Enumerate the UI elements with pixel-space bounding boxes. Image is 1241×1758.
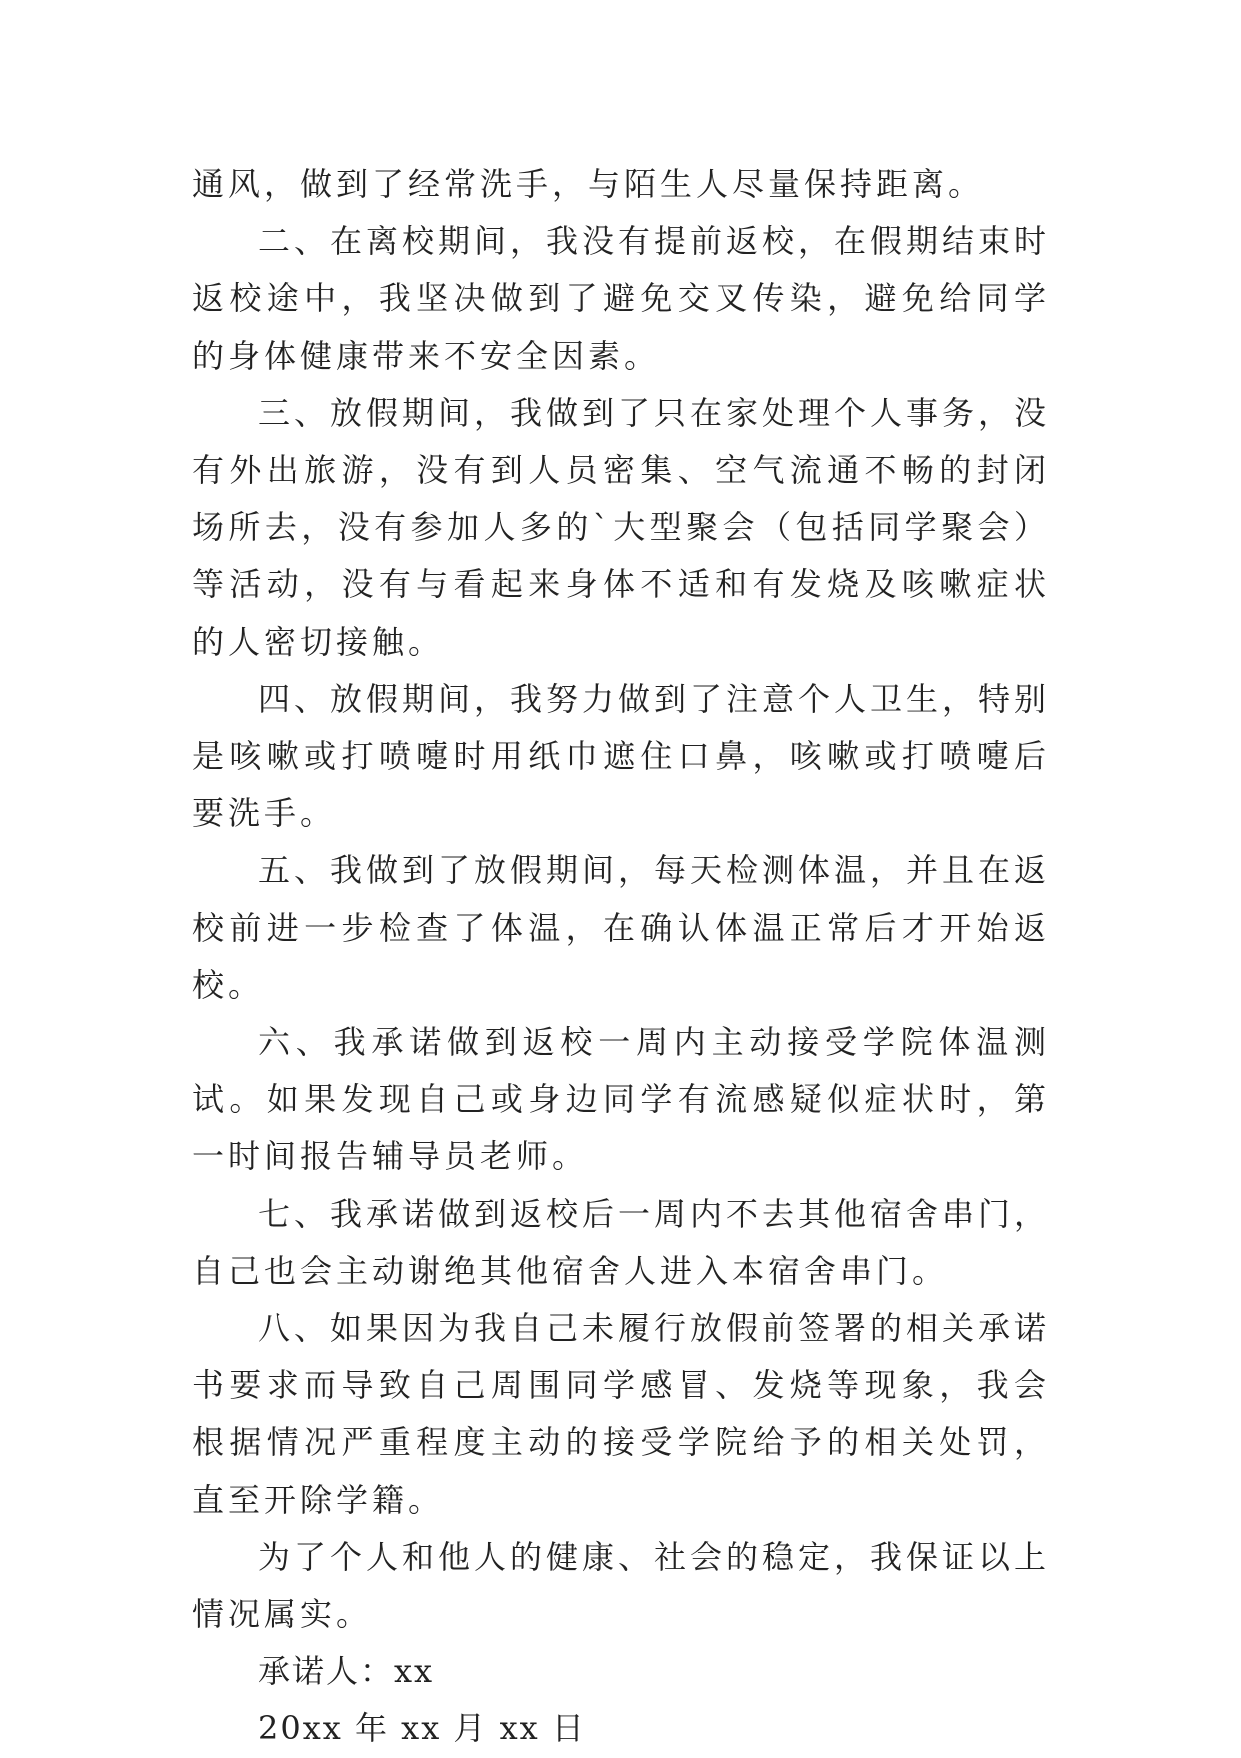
paragraph-item-8: 八、如果因为我自己未履行放假前签署的相关承诺书要求而导致自己周围同学感冒、发烧等现象，我会根据情况严重程度主动的接受学院给予的相关处罚，直至开除学籍。 <box>192 1309 1051 1519</box>
paragraph-item-6: 六、我承诺做到返校一周内主动接受学院体温测试。如果发现自己或身边同学有流感疑似症状时，第一时间报告辅导员老师。 <box>192 1023 1050 1176</box>
paragraph-continuation: 通风，做到了经常洗手，与陌生人尽量保持距离。 <box>192 165 985 203</box>
paragraph-item-2: 二、在离校期间，我没有提前返校，在假期结束时返校途中，我坚决做到了避免交叉传染，避免给同学的身体健康带来不安全因素。 <box>192 222 1051 375</box>
paragraph-item-5: 五、我做到了放假期间，每天检测体温，并且在返校前进一步检查了体温，在确认体温正常后才开始返校。 <box>192 851 1051 1004</box>
date-line: 20xx 年 xx 月 xx 日 <box>258 1709 586 1748</box>
paragraph-item-3: 三、放假期间，我做到了只在家处理个人事务，没有外出旅游，没有到人员密集、空气流通不畅的封闭场所去，没有参加人多的`大型聚会（包括同学聚会）等活动，没有与看起来身体不适和有发烧及咳嗽症状的人密切接触。 <box>192 393 1051 661</box>
document-body <box>192 156 1050 1758</box>
paragraph-closing: 为了个人和他人的健康、社会的稳定，我保证以上情况属实。 <box>192 1537 1051 1634</box>
signer-line: 承诺人：xx <box>258 1652 435 1691</box>
paragraph-item-4: 四、放假期间，我努力做到了注意个人卫生，特别是咳嗽或打喷嚏时用纸巾遮住口鼻，咳嗽或打喷嚏后要洗手。 <box>192 679 1051 833</box>
paragraph-item-7: 七、我承诺做到返校后一周内不去其他宿舍串门，自己也会主动谢绝其他宿舍人进入本宿舍串门。 <box>192 1194 1051 1290</box>
